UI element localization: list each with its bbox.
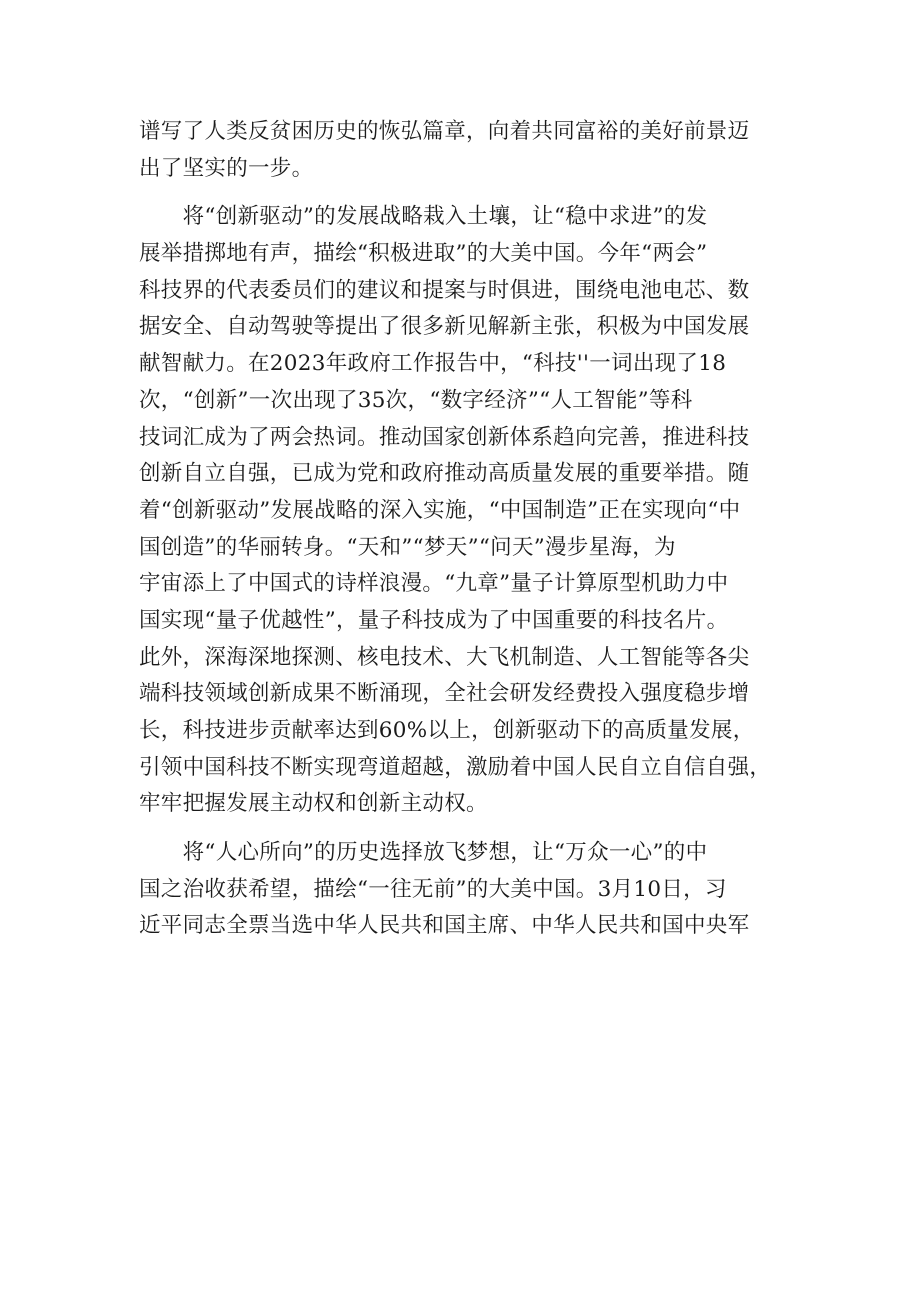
text-line: 展举措掷地有声，描绘“积极进取”的大美中国。今年“两会” <box>139 241 708 267</box>
text-line: 出了坚实的一步。 <box>139 155 314 181</box>
text-line: 国实现“量子优越性”，量子科技成为了中国重要的科技名片。 <box>139 607 729 633</box>
text-line: 此外，深海深地探测、核电技术、大飞机制造、人工智能等各尖 <box>139 644 750 670</box>
text-line: 牢牢把握发展主动权和创新主动权。 <box>139 791 488 817</box>
paragraph-1 <box>139 114 799 187</box>
paragraph-spacer <box>139 823 799 835</box>
text-line: 宇宙添上了中国式的诗样浪漫。“九章”量子计算原型机助力中 <box>139 571 729 597</box>
text-line: 据安全、自动驾驶等提出了很多新见解新主张，积极为中国发展 <box>139 314 750 340</box>
text-line: 着“创新驱动”发展战略的深入实施，“中国制造”正在实现向“中 <box>139 497 741 523</box>
text-line: 技词汇成为了两会热词。推动国家创新体系趋向完善，推进科技 <box>139 424 750 450</box>
text-line: 引领中国科技不断实现弯道超越，激励着中国人民自立自信自强， <box>139 754 772 780</box>
text-line: 创新自立自强，已成为党和政府推动高质量发展的重要举措。随 <box>139 461 750 487</box>
text-line: 谱写了人类反贫困历史的恢弘篇章，向着共同富裕的美好前景迈 <box>139 119 750 144</box>
text-line: 国之治收获希望，描绘“一往无前”的大美中国。3月10日，习 <box>139 876 727 902</box>
text-line: 近平同志全票当选中华人民共和国主席、中华人民共和国中央军 <box>139 913 750 939</box>
text-line: 端科技领域创新成果不断涌现，全社会研发经费投入强度稳步增 <box>139 681 750 707</box>
text-line: 献智献力。在2023年政府工作报告中，“科技''一词出现了18 <box>139 351 727 377</box>
document-body <box>139 114 799 945</box>
text-line: 科技界的代表委员们的建议和提案与时俱进，围绕电池电芯、数 <box>139 277 750 303</box>
text-line: 将“创新驱动”的发展战略栽入土壤，让“稳中求进”的发 <box>139 204 708 230</box>
text-line: 长，科技进步贡献率达到60%以上，创新驱动下的高质量发展， <box>139 718 755 743</box>
paragraph-2 <box>139 199 799 823</box>
paragraph-spacer <box>139 187 799 199</box>
text-line: 国创造”的华丽转身。“天和”“梦天”“问天”漫步星海，为 <box>139 534 676 560</box>
paragraph-3 <box>139 835 799 945</box>
text-line: 将“人心所向”的历史选择放飞梦想，让“万众一心”的中 <box>139 840 708 866</box>
text-line: 次，“创新”一次出现了35次，“数字经济”“人工智能”等科 <box>139 387 693 413</box>
